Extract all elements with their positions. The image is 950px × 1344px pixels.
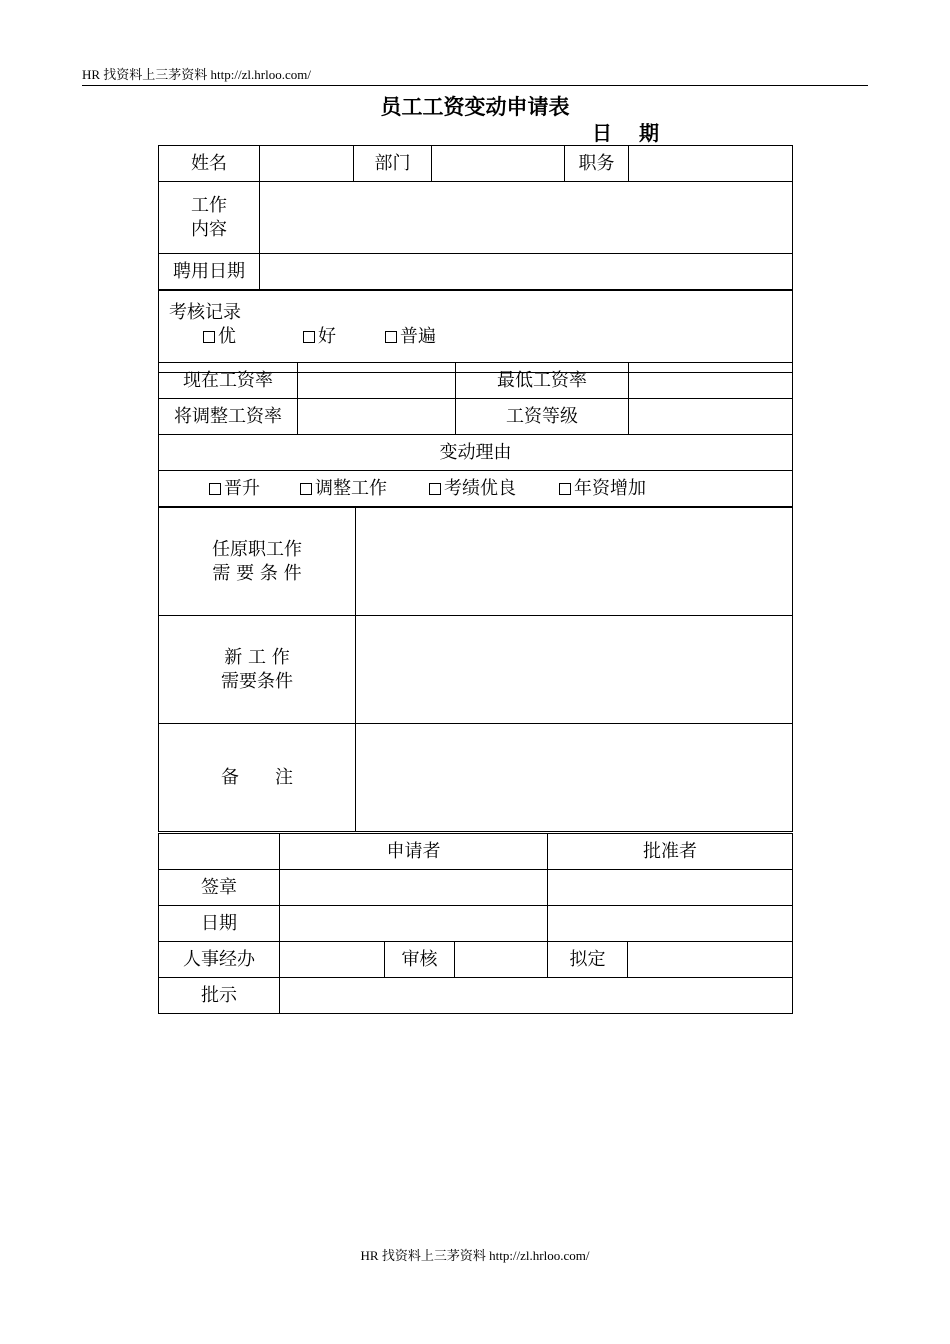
reason-option-performance[interactable]: 考绩优良	[429, 477, 559, 501]
hr-field[interactable]	[280, 942, 385, 978]
grade-label: 工资等级	[456, 399, 629, 435]
name-label: 姓名	[159, 146, 260, 182]
applicant-label: 申请者	[280, 834, 548, 870]
new-req-label	[159, 616, 356, 724]
header-divider	[82, 85, 868, 86]
document-title: 员工工资变动申请表	[380, 95, 570, 119]
current-rate-label: 现在工资率	[159, 363, 298, 399]
reason-label: 变动理由	[159, 435, 793, 471]
checkbox-icon[interactable]	[300, 483, 312, 495]
adjusted-rate-field[interactable]	[298, 399, 456, 435]
approver-date-field[interactable]	[548, 906, 793, 942]
name-field[interactable]	[260, 146, 354, 182]
appraisal-option-excellent[interactable]: 优	[203, 325, 303, 349]
current-rate-field[interactable]	[298, 363, 456, 399]
appraisal-cell	[159, 291, 793, 373]
checkbox-icon[interactable]	[203, 331, 215, 343]
checkbox-icon[interactable]	[303, 331, 315, 343]
min-rate-field[interactable]	[629, 363, 793, 399]
date-row-label: 日期	[159, 906, 280, 942]
instruction-field[interactable]	[280, 978, 793, 1014]
min-rate-label: 最低工资率	[456, 363, 629, 399]
signature-label: 签章	[159, 870, 280, 906]
form-section-rates	[158, 362, 793, 435]
reason-option-promotion[interactable]: 晋升	[209, 477, 300, 501]
new-req-label-line1: 新 工 作	[224, 646, 290, 668]
appraisal-option-average[interactable]: 普遍	[385, 325, 436, 349]
orig-req-field[interactable]	[356, 508, 793, 616]
hire-date-field[interactable]	[260, 254, 793, 290]
new-req-field[interactable]	[356, 616, 793, 724]
page-footer: HR 找资料上三茅资料 http://zl.hrloo.com/	[360, 1248, 590, 1263]
hire-date-label: 聘用日期	[159, 254, 260, 290]
hr-label: 人事经办	[159, 942, 280, 978]
dept-label: 部门	[354, 146, 432, 182]
approver-signature-field[interactable]	[548, 870, 793, 906]
reason-options-cell	[159, 471, 793, 507]
new-req-label-line2: 需要条件	[221, 670, 293, 692]
job-content-field[interactable]	[260, 182, 793, 254]
form-section-appraisal	[158, 290, 793, 373]
appraisal-label: 考核记录	[169, 302, 241, 323]
form-section-requirements	[158, 507, 793, 832]
checkbox-icon[interactable]	[429, 483, 441, 495]
review-field[interactable]	[455, 942, 548, 978]
adjusted-rate-label: 将调整工资率	[159, 399, 298, 435]
job-content-label-line1: 工作	[191, 194, 227, 216]
reason-option-job-adjustment[interactable]: 调整工作	[300, 477, 429, 501]
orig-req-label-line1: 任原职工作	[212, 538, 302, 560]
draft-label: 拟定	[548, 942, 628, 978]
dept-field[interactable]	[432, 146, 565, 182]
draft-field[interactable]	[628, 942, 793, 978]
checkbox-icon[interactable]	[385, 331, 397, 343]
page-header: HR 找资料上三茅资料 http://zl.hrloo.com/	[82, 67, 311, 82]
form-section-reason	[158, 434, 793, 507]
job-content-label-line2: 内容	[191, 218, 227, 240]
position-label: 职务	[565, 146, 629, 182]
checkbox-icon[interactable]	[559, 483, 571, 495]
instruction-label: 批示	[159, 978, 280, 1014]
appraisal-option-good[interactable]: 好	[303, 325, 385, 349]
orig-req-label-line2: 需 要 条 件	[212, 562, 302, 584]
applicant-signature-field[interactable]	[280, 870, 548, 906]
approver-label: 批准者	[548, 834, 793, 870]
orig-req-label	[159, 508, 356, 616]
review-label: 审核	[385, 942, 455, 978]
date-label: 日 期	[592, 121, 669, 145]
applicant-date-field[interactable]	[280, 906, 548, 942]
checkbox-icon[interactable]	[209, 483, 221, 495]
job-content-label	[159, 182, 260, 254]
grade-field[interactable]	[629, 399, 793, 435]
remarks-label: 备 注	[159, 724, 356, 832]
reason-option-seniority[interactable]: 年资增加	[559, 477, 646, 501]
remarks-field[interactable]	[356, 724, 793, 832]
form-section-approval	[158, 833, 793, 1014]
approval-corner	[159, 834, 280, 870]
position-field[interactable]	[629, 146, 793, 182]
form-section-basic	[158, 145, 793, 290]
